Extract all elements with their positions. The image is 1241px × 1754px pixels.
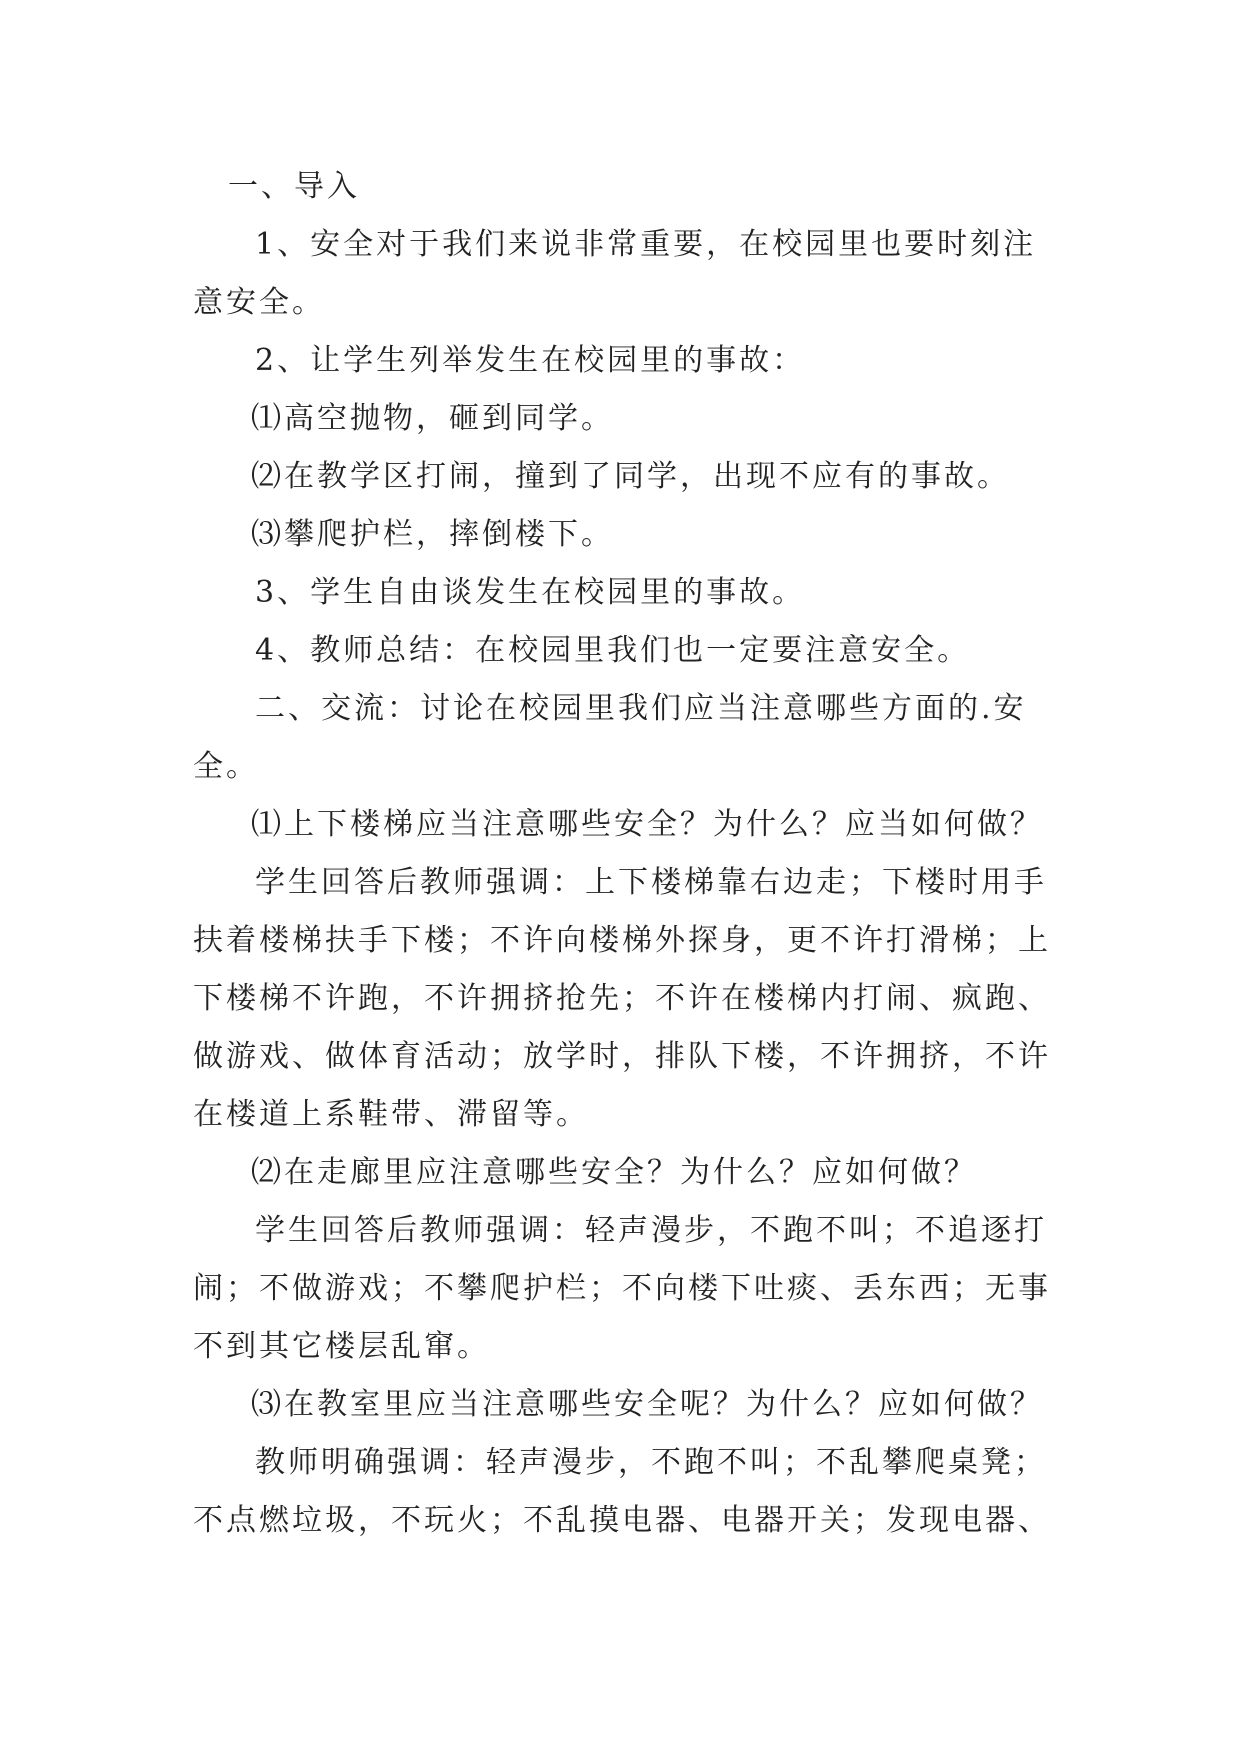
paragraph-line: 不到其它楼层乱窜。 bbox=[193, 1329, 490, 1364]
paragraph-line: 学生回答后教师强调：轻声漫步，不跑不叫；不追逐打 bbox=[255, 1213, 1047, 1248]
question-line: ⑵在走廊里应注意哪些安全？为什么？应如何做？ bbox=[251, 1155, 977, 1190]
paragraph-line: 3、学生自由谈发生在校园里的事故。 bbox=[255, 575, 806, 610]
paragraph-line: 闹；不做游戏；不攀爬护栏；不向楼下吐痰、丢东西；无事 bbox=[193, 1271, 1051, 1306]
document-body bbox=[193, 158, 1053, 1550]
paragraph-line: 4、教师总结：在校园里我们也一定要注意安全。 bbox=[255, 633, 971, 668]
list-item: ⑶攀爬护栏，摔倒楼下。 bbox=[251, 517, 614, 552]
paragraph-line: 扶着楼梯扶手下楼；不许向楼梯外探身，更不许打滑梯；上 bbox=[193, 923, 1051, 958]
paragraph-line: 教师明确强调：轻声漫步，不跑不叫；不乱攀爬桌凳； bbox=[255, 1445, 1047, 1480]
paragraph-line: 全。 bbox=[193, 749, 259, 784]
paragraph-line: 不点燃垃圾，不玩火；不乱摸电器、电器开关；发现电器、 bbox=[193, 1503, 1051, 1538]
paragraph-line: 在楼道上系鞋带、滞留等。 bbox=[193, 1097, 589, 1132]
paragraph-line: 2、让学生列举发生在校园里的事故： bbox=[255, 343, 806, 378]
list-item: ⑴高空抛物，砸到同学。 bbox=[251, 401, 614, 436]
paragraph-line: 意安全。 bbox=[193, 285, 325, 320]
paragraph-line: 做游戏、做体育活动；放学时，排队下楼，不许拥挤，不许 bbox=[193, 1039, 1051, 1074]
question-line: ⑶在教室里应当注意哪些安全呢？为什么？应如何做？ bbox=[251, 1387, 1043, 1422]
list-item: ⑵在教学区打闹，撞到了同学，出现不应有的事故。 bbox=[251, 459, 1010, 494]
question-line: ⑴上下楼梯应当注意哪些安全？为什么？应当如何做？ bbox=[251, 807, 1043, 842]
section-heading-discussion: 二、交流：讨论在校园里我们应当注意哪些方面的.安 bbox=[255, 691, 1027, 726]
paragraph-line: 1、安全对于我们来说非常重要，在校园里也要时刻注 bbox=[255, 227, 1037, 262]
section-heading-intro: 一、导入 bbox=[228, 169, 360, 204]
paragraph-line: 下楼梯不许跑，不许拥挤抢先；不许在楼梯内打闹、疯跑、 bbox=[193, 981, 1051, 1016]
paragraph-line: 学生回答后教师强调：上下楼梯靠右边走；下楼时用手 bbox=[255, 865, 1047, 900]
